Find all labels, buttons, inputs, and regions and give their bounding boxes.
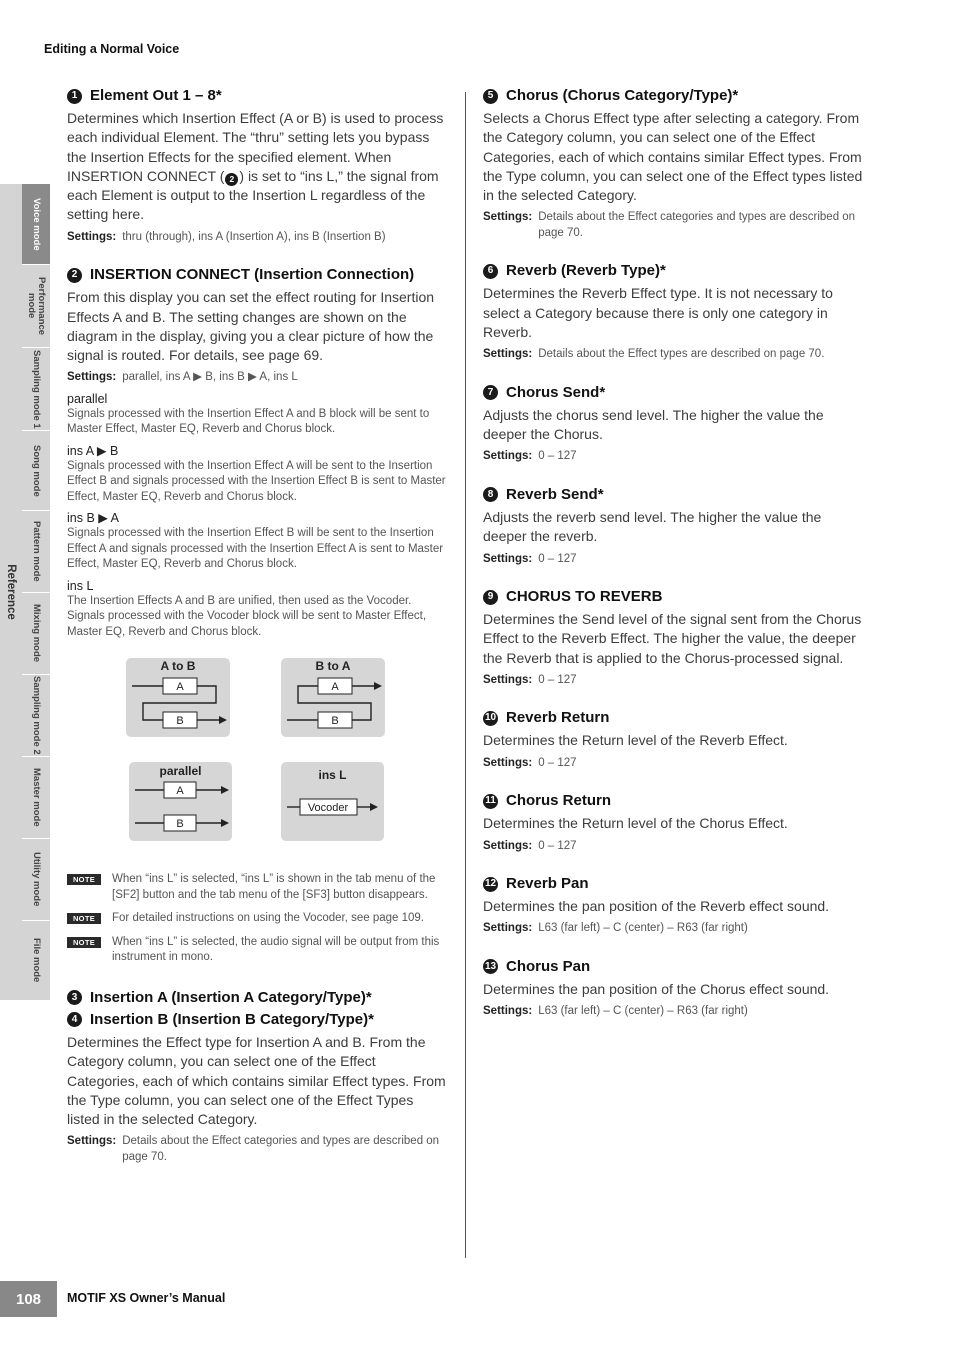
section-heading: 3 Insertion A (Insertion A Category/Type)* — [67, 988, 447, 1008]
diagram-b-to-a: B to A B A — [281, 658, 385, 737]
svg-text:B: B — [331, 715, 339, 728]
manual-title: MOTIF XS Owner’s Manual — [67, 1291, 226, 1305]
section-heading: 11 Chorus Return — [483, 791, 863, 811]
section-heading: 12 Reverb Pan — [484, 875, 589, 893]
option-title: ins L — [67, 578, 94, 593]
section-heading: 1 Element Out 1 – 8* — [67, 86, 447, 106]
column-divider — [465, 92, 466, 1258]
settings-line: Settings: 0 – 127 — [483, 756, 577, 769]
section-body: Determines the Effect type for Insertion A and B. From the Category column, you can select one of the Effect Categories, each of which contains similar Effect types. From the Type column, you can select one of the Effect Types listed in the selected Category. — [67, 1033, 446, 1128]
page-number: 108 — [0, 1281, 57, 1317]
section-body: Determines the Send level of the signal sent from the Chorus Effect to the Reverb Effect. The higher the value, the deeper the Reverb that is applied to the Chorus-processed signal. — [483, 611, 862, 666]
settings-line: Settings: 0 – 127 — [483, 839, 577, 852]
number-badge: 8 — [483, 487, 498, 502]
option-desc: Signals processed with the Insertion Effect B will be sent to the Insertion Effect A and signals processed with the Insertion Effect A is sent to Master Effect, Master EQ, Reverb and Chorus block. — [67, 527, 444, 571]
section-sidebar — [0, 184, 50, 1000]
section-body: Determines the pan position of the Chorus effect sound. — [483, 980, 830, 997]
svg-text:B: B — [176, 715, 184, 728]
svg-text:A: A — [176, 681, 184, 694]
tab-mixing-mode[interactable]: Mixing mode — [22, 593, 50, 675]
b-to-a-routing — [281, 658, 385, 737]
option-desc: The Insertion Effects A and B are unified, then used as the Vocoder. Signals processed with the Vocoder block will be sent to Master Effect, Master EQ, Reverb and Chorus block. — [67, 594, 427, 638]
section-body: From this display you can set the effect routing for Insertion Effects A and B. The setting changes are shown on the diagram in the display, giving you a clear picture of how the signal is routed. For details, see page 69. — [67, 289, 435, 364]
section-heading: 8 Reverb Send* — [483, 485, 863, 505]
number-badge: 4 — [67, 1012, 82, 1027]
settings-line: Settings: Details about the Effect types are described on page 70. — [483, 348, 825, 361]
section-reverb-return — [483, 708, 863, 771]
option-title: ins A ▶ B — [67, 443, 119, 458]
section-chorus-pan — [483, 957, 863, 1020]
note-icon: NOTE — [67, 937, 101, 948]
number-badge: 1 — [67, 89, 82, 104]
number-badge: 5 — [483, 89, 498, 104]
number-badge: 2 — [225, 173, 238, 186]
svg-text:A: A — [176, 785, 184, 798]
tab-song-mode[interactable]: Song mode — [22, 431, 50, 511]
number-badge: 11 — [483, 794, 498, 809]
tab-pattern-mode[interactable]: Pattern mode — [22, 511, 50, 593]
section-heading: 6 Reverb (Reverb Type)* — [483, 261, 863, 281]
section-reverb-pan — [483, 874, 863, 937]
parallel-routing — [129, 762, 232, 841]
settings-line: Settings: 0 – 127 — [483, 450, 577, 463]
section-body: Determines the Reverb Effect type. It is not necessary to select a Category because there is only one category in Reverb. — [483, 285, 833, 341]
settings-line: Settings: parallel, ins A ▶ B, ins B ▶ A, ins L — [67, 371, 298, 384]
tab-master-mode[interactable]: Master mode — [22, 757, 50, 839]
section-reverb-send — [483, 485, 863, 567]
section-reverb — [483, 261, 863, 362]
tab-sampling-mode-1[interactable]: Sampling mode 1 — [22, 348, 50, 431]
settings-line: Settings: Details about the Effect categories and types are described on page 70. — [67, 1135, 440, 1163]
section-heading: 5 Chorus (Chorus Category/Type)* — [483, 86, 863, 106]
section-body: Adjusts the reverb send level. The higher the value the deeper the reverb. — [483, 508, 822, 545]
section-body: Determines the Return level of the Reverb Effect. — [483, 732, 788, 749]
section-chorus-return — [483, 791, 863, 854]
number-badge: 13 — [483, 959, 498, 974]
diagram-ins-l: ins L Vocoder — [281, 762, 384, 841]
section-insertion-connect — [67, 265, 447, 966]
diagram-a-to-b: A to B A B — [126, 658, 230, 737]
diagram-parallel: parallel A B — [129, 762, 232, 841]
option-title: parallel — [67, 391, 108, 406]
number-badge: 9 — [483, 590, 498, 605]
routing-diagrams — [67, 652, 447, 862]
option-title: ins B ▶ A — [67, 511, 119, 526]
number-badge: 3 — [67, 990, 82, 1005]
number-badge: 10 — [483, 711, 498, 726]
svg-text:A: A — [331, 681, 339, 694]
number-badge: 2 — [67, 268, 82, 283]
section-insertion-a-b — [67, 988, 447, 1165]
ins-l-routing — [281, 762, 384, 841]
settings-line: Settings: L63 (far left) – C (center) – R63 (far right) — [483, 922, 748, 935]
section-body: Selects a Chorus Effect type after selecting a category. From the Category column, you can select one of the Effect Categories, each of which contains similar Effect types. From the Type column, you can select one of the Effect types listed in the selected Category. — [483, 110, 863, 204]
settings-line: Settings: L63 (far left) – C (center) – R63 (far right) — [483, 1005, 748, 1018]
reference-label: Reference — [5, 564, 17, 620]
number-badge: 12 — [483, 877, 498, 892]
settings-line: Settings: 0 – 127 — [483, 552, 577, 565]
tab-voice-mode[interactable]: Voice mode — [22, 184, 50, 265]
note: NOTE For detailed instructions on using the Vocoder, see page 109. — [67, 911, 447, 927]
svg-text:Vocoder: Vocoder — [307, 802, 349, 815]
number-badge: 7 — [483, 385, 498, 400]
note-icon: NOTE — [67, 913, 101, 924]
section-body: Determines the Return level of the Chorus Effect. — [483, 815, 788, 832]
tab-file-mode[interactable]: File mode — [22, 921, 50, 1000]
section-body: Determines which Insertion Effect (A or B) is used to process each individual Element. The “thru” setting lets you bypass the Insertion Effects for the specified element. When INSERTION CONNECT ( 2 ) is set to “ins L,” the signal from each Element is output to the Insertion L regardless of the setting here. — [67, 110, 444, 223]
section-heading: 10 Reverb Return — [484, 709, 610, 727]
section-body: Determines the pan position of the Reverb effect sound. — [483, 898, 830, 915]
number-badge: 6 — [483, 264, 498, 279]
tab-utility-mode[interactable]: Utility mode — [22, 839, 50, 921]
section-heading: 2 INSERTION CONNECT (Insertion Connection) — [67, 265, 447, 285]
section-element-out — [67, 86, 447, 245]
section-heading: 13 Chorus Pan — [484, 957, 591, 975]
option-desc: Signals processed with the Insertion Effect A and B block will be sent to Master Effect, Master EQ, Reverb and Chorus block. — [67, 407, 430, 436]
section-chorus-to-reverb — [483, 587, 863, 688]
note: NOTE When “ins L” is selected, “ins L” is shown in the tab menu of the [SF2] button and the tab menu of the [SF3] button disappears. — [67, 872, 447, 903]
settings-line: Settings: thru (through), ins A (Insertion A), ins B (Insertion B) — [67, 230, 386, 243]
tab-performance-mode[interactable]: Performance mode — [22, 265, 50, 348]
section-heading: 7 Chorus Send* — [483, 383, 863, 403]
section-chorus — [483, 86, 863, 241]
right-column — [483, 86, 863, 1020]
section-heading: 9 CHORUS TO REVERB — [483, 587, 863, 607]
section-chorus-send — [483, 383, 863, 465]
left-column — [67, 86, 447, 1165]
option-desc: Signals processed with the Insertion Effect A will be sent to the Insertion Effect B and signals processed with the Insertion Effect B is sent to Master Effect, Master EQ, Reverb and Chorus block. — [67, 459, 446, 503]
settings-line: Settings: 0 – 127 — [483, 673, 577, 686]
running-header: Editing a Normal Voice — [44, 42, 180, 56]
tab-sampling-mode-2[interactable]: Sampling mode 2 — [22, 675, 50, 757]
section-heading: 4 Insertion B (Insertion B Category/Type)* — [67, 1010, 447, 1030]
note-icon: NOTE — [67, 874, 101, 885]
note: NOTE When “ins L” is selected, the audio signal will be output from this instrument in mono. — [67, 935, 447, 966]
settings-line: Settings: Details about the Effect categories and types are described on page 70. — [483, 211, 856, 239]
a-to-b-routing — [126, 658, 230, 737]
section-body: Adjusts the chorus send level. The higher the value the deeper the Chorus. — [483, 406, 824, 443]
svg-text:B: B — [176, 818, 184, 831]
